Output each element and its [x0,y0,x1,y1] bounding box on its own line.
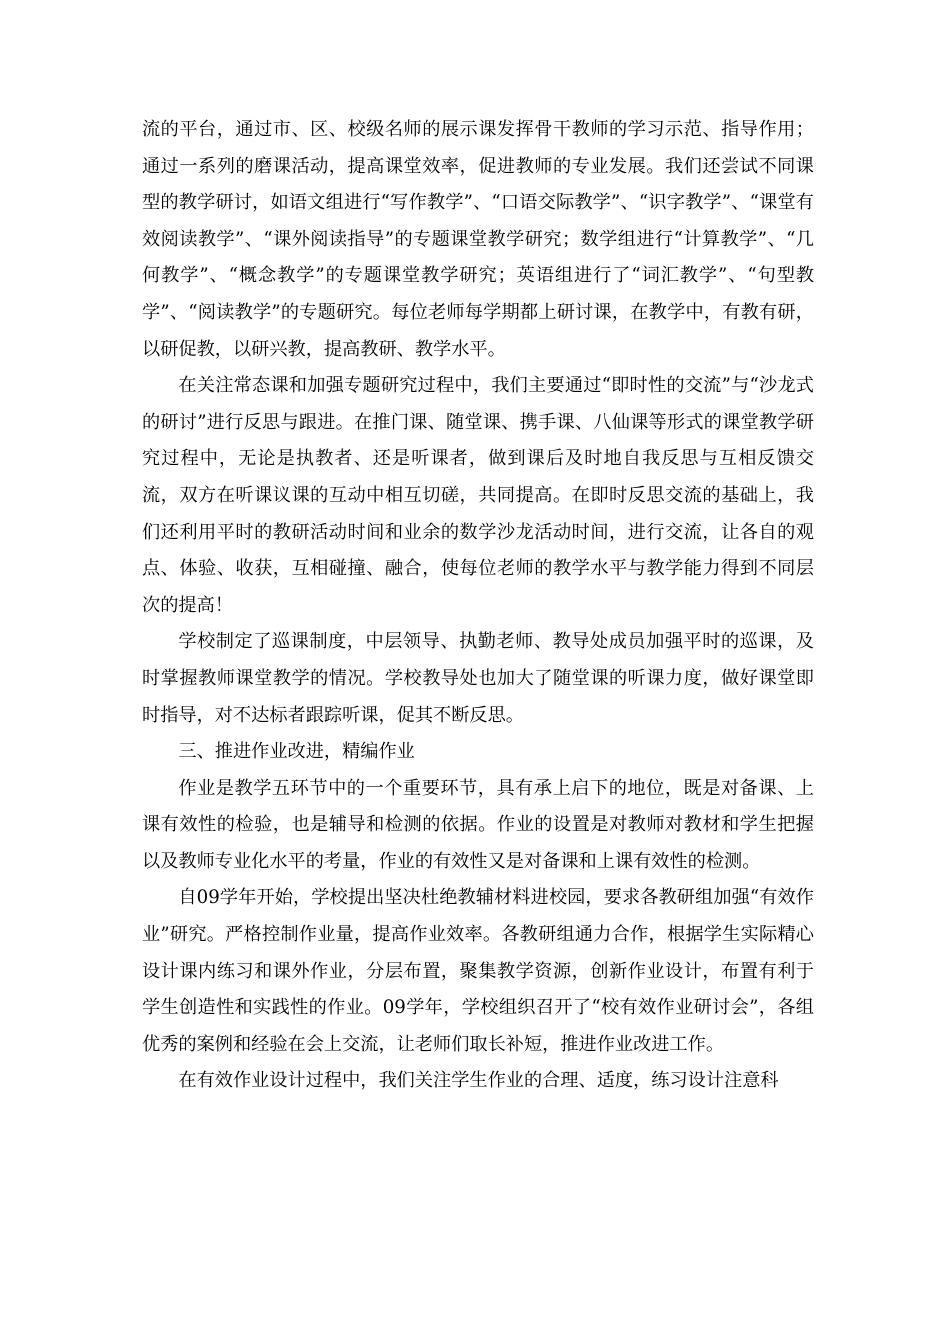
document-body [142,112,814,1100]
paragraph-homework-design: 在有效作业设计过程中，我们关注学生作业的合理、适度，练习设计注意科 [178,1070,779,1092]
paragraph-inspection: 学校制定了巡课制度，中层领导、执勤老师、教导处成员加强平时的巡课，及时掌握教师课堂教学的情况。学校教导处也加大了随堂课的听课力度，做好课堂即时指导，对不达标者跟踪听课，促其不断反思。 [142,631,814,726]
paragraph-reflection: 在关注常态课和加强专题研究过程中，我们主要通过“即时性的交流”与“沙龙式的研讨”进行反思与跟进。在推门课、随堂课、携手课、八仙课等形式的课堂教学研究过程中，无论是执教者、还是听课者，做到课后及时地自我反思与互相反馈交流，双方在听课议课的互动中相互切磋，共同提高。在即时反思交流的基础上，我们还利用平时的教研活动时间和业余的数学沙龙活动时间，进行交流，让各自的观点、体验、收获，互相碰撞、融合，使每位老师的教学水平与教学能力得到不同层次的提高！ [142,375,814,616]
section-heading-homework: 三、推进作业改进，精编作业 [178,741,415,763]
paragraph-platform: 流的平台，通过市、区、校级名师的展示课发挥骨干教师的学习示范、指导作用；通过一系列的磨课活动，提高课堂效率，促进教师的专业发展。我们还尝试不同课型的教学研讨，如语文组进行“写作教学”、“口语交际教学”、“识字教学”、“课堂有效阅读教学”、“课外阅读指导”的专题课堂教学研究；数学组进行“计算教学”、“几何教学”、“概念教学”的专题课堂教学研究；英语组进行了“词汇教学”、“句型教学”、“阅读教学”的专题研究。每位老师每学期都上研讨课，在教学中，有教有研，以研促教，以研兴教，提高教研、教学水平。 [142,119,814,360]
paragraph-homework-role: 作业是教学五环节中的一个重要环节，具有承上启下的地位，既是对备课、上课有效性的检验，也是辅导和检测的依据。作业的设置是对教师对教材和学生把握以及教师专业化水平的考量，作业的有效性又是对备课和上课有效性的检测。 [142,777,814,872]
paragraph-effective-homework: 自09学年开始，学校提出坚决杜绝教辅材料进校园，要求各教研组加强“有效作业”研究。严格控制作业量，提高作业效率。各教研组通力合作，根据学生实际精心设计课内练习和课外作业，分层布置，聚集教学资源，创新作业设计，布置有利于学生创造性和实践性的作业。09学年，学校组织召开了“校有效作业研讨会”，各组优秀的案例和经验在会上交流，让老师们取长补短，推进作业改进工作。 [142,887,814,1055]
